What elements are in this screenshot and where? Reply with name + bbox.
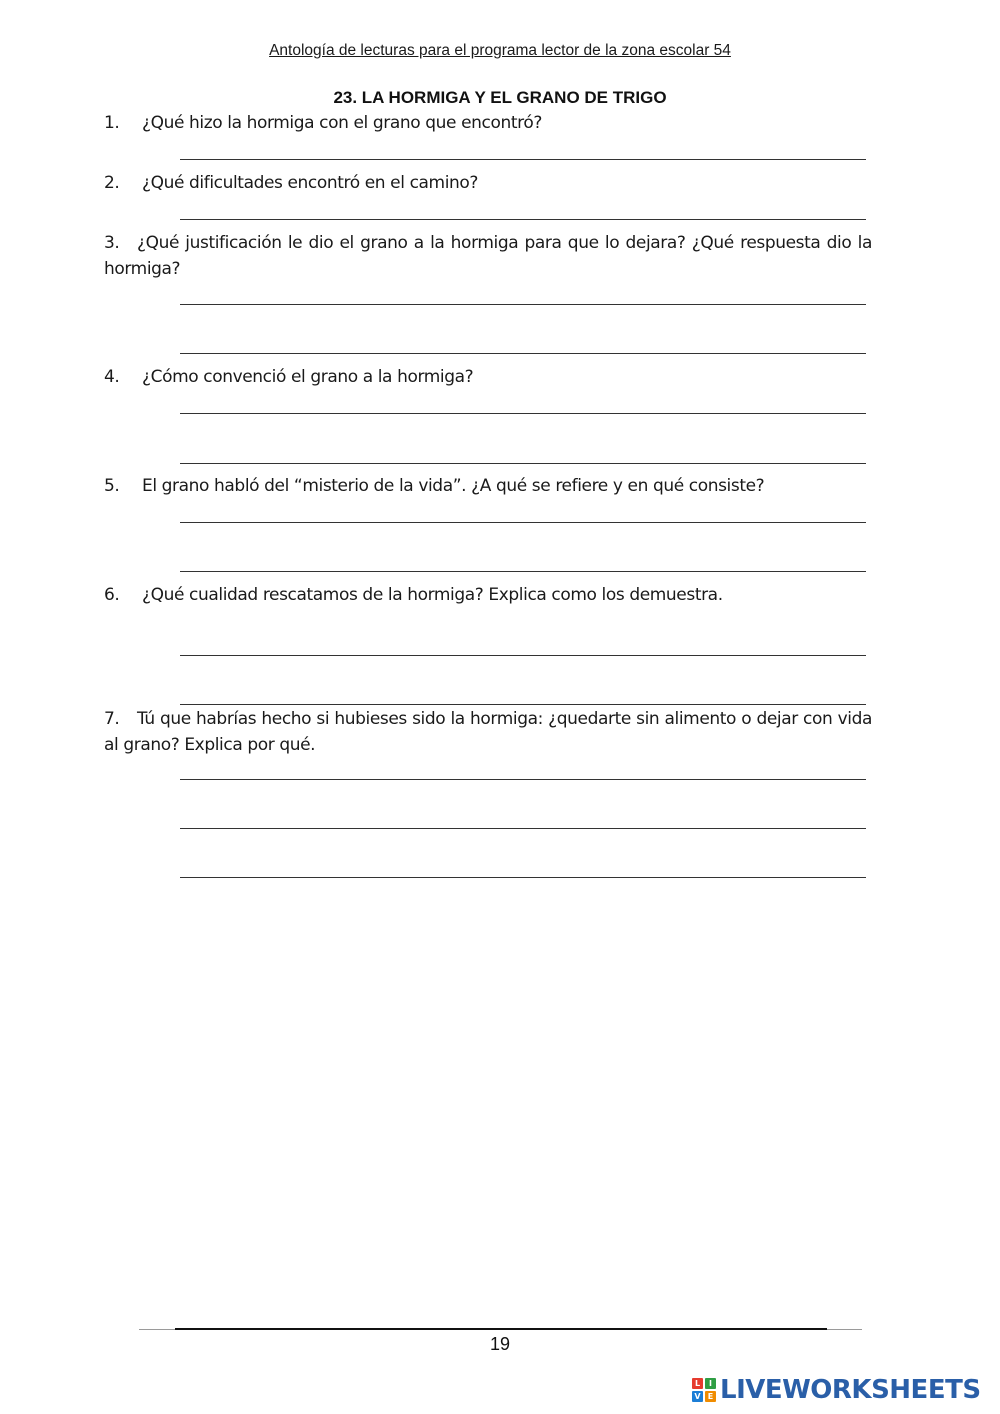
liveworksheets-logo [692,1374,981,1406]
answer-line-2a[interactable] [180,219,866,220]
worksheet-title: 23. LA HORMIGA Y EL GRANO DE TRIGO [333,88,667,107]
question-number: 4. [104,367,120,387]
brand-name: LIVEWORKSHEETS [720,1375,981,1405]
answer-line-4b[interactable] [180,463,866,464]
question-text: Tú que habrías hecho si hubieses sido la hormiga: ¿quedarte sin alimento o dejar con vida al grano? Explica por qué. [104,709,872,755]
question-text: ¿Qué justificación le dio el grano a la hormiga para que lo dejara? ¿Qué respuesta dio la hormiga? [104,233,872,279]
answer-line-7b[interactable] [180,828,866,829]
answer-line-6a[interactable] [180,655,866,656]
question-text: ¿Qué dificultades encontró en el camino? [142,173,479,193]
question-number: 3. [104,233,120,253]
question-text: ¿Cómo convenció el grano a la hormiga? [142,367,474,387]
question-number: 2. [104,173,120,193]
answer-line-1a[interactable] [180,159,866,160]
question-text: ¿Qué hizo la hormiga con el grano que encontró? [142,113,542,133]
question-7 [104,706,872,758]
question-3 [104,230,872,282]
question-text: El grano habló del “misterio de la vida”. ¿A qué se refiere y en qué consiste? [142,476,765,496]
question-1 [104,110,872,136]
logo-tile: L [692,1378,703,1389]
question-5 [104,473,872,499]
page-number: 19 [489,1334,511,1354]
question-number: 7. [104,709,120,729]
question-6 [104,582,872,608]
logo-tile: E [705,1391,716,1402]
answer-line-6b[interactable] [180,704,866,705]
question-number: 6. [104,585,120,605]
document-header: Antología de lecturas para el programa lector de la zona escolar 54 [269,42,731,59]
answer-line-7a[interactable] [180,779,866,780]
answer-line-5b[interactable] [180,571,866,572]
question-2 [104,170,872,196]
footer-divider-bold [175,1328,827,1330]
liveworksheets-icon [692,1378,716,1402]
question-number: 1. [104,113,120,133]
answer-line-3b[interactable] [180,353,866,354]
answer-line-3a[interactable] [180,304,866,305]
answer-line-4a[interactable] [180,413,866,414]
question-number: 5. [104,476,120,496]
logo-tile: I [705,1378,716,1389]
logo-tile: V [692,1391,703,1402]
answer-line-5a[interactable] [180,522,866,523]
answer-line-7c[interactable] [180,877,866,878]
question-text: ¿Qué cualidad rescatamos de la hormiga? Explica como los demuestra. [142,585,723,605]
question-4 [104,364,872,390]
